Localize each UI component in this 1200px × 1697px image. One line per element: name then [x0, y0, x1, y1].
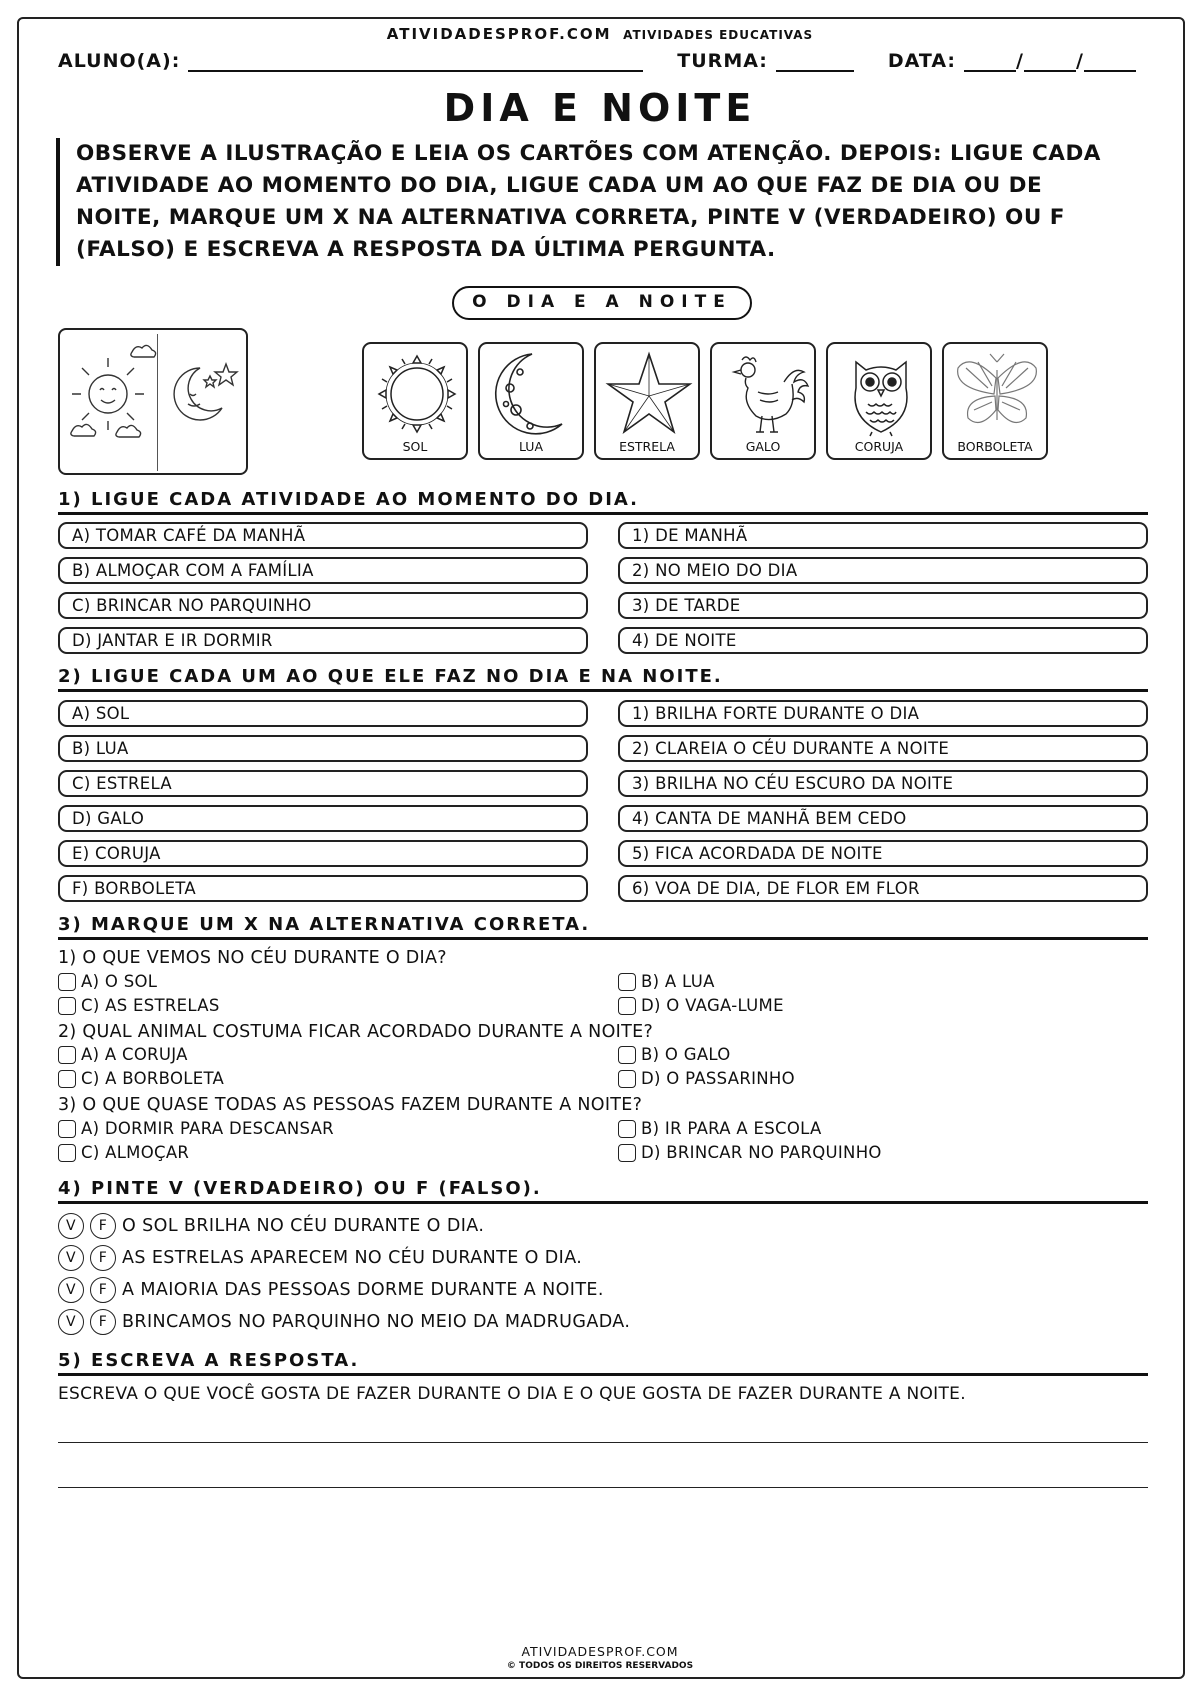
- sleeping-moon-icon: [160, 332, 248, 472]
- s2-action-4[interactable]: 4) CANTA DE MANHÃ BEM CEDO: [618, 805, 1148, 832]
- answer-line-1[interactable]: [58, 1442, 1148, 1443]
- s2-action-2[interactable]: 2) CLAREIA O CÉU DURANTE A NOITE: [618, 735, 1148, 762]
- q1-option-b[interactable]: [618, 972, 715, 991]
- option-label: A) O SOL: [81, 972, 158, 991]
- topic-pill: O DIA E A NOITE: [452, 286, 752, 320]
- page-title: DIA E NOITE: [443, 86, 757, 130]
- card-label: LUA: [518, 439, 544, 454]
- card-label: ESTRELA: [619, 439, 675, 454]
- option-label: D) O VAGA-LUME: [641, 996, 784, 1015]
- checkbox[interactable]: [58, 997, 76, 1015]
- option-label: C) A BORBOLETA: [81, 1069, 225, 1088]
- option-label: C) AS ESTRELAS: [81, 996, 220, 1015]
- card-label: SOL: [402, 439, 428, 454]
- sun-icon: [370, 348, 464, 440]
- option-label: B) A LUA: [641, 972, 715, 991]
- card-label: GALO: [745, 439, 781, 454]
- checkbox[interactable]: [58, 1144, 76, 1162]
- section-1-title: 1) LIGUE CADA ATIVIDADE AO MOMENTO DO DIA.: [58, 489, 1148, 515]
- checkbox[interactable]: [618, 1144, 636, 1162]
- s1-activity-a[interactable]: A) TOMAR CAFÉ DA MANHÃ: [58, 522, 588, 549]
- s2-action-6[interactable]: 6) VOA DE DIA, DE FLOR EM FLOR: [618, 875, 1148, 902]
- smiling-sun-icon: [62, 332, 157, 472]
- false-circle[interactable]: F: [90, 1245, 116, 1271]
- s2-item-a[interactable]: A) SOL: [58, 700, 588, 727]
- option-label: A) A CORUJA: [81, 1045, 188, 1064]
- s1-moment-4[interactable]: 4) DE NOITE: [618, 627, 1148, 654]
- date-day-field[interactable]: [964, 52, 1016, 72]
- site-header: [0, 24, 1200, 43]
- card-borboleta: [942, 342, 1048, 460]
- checkbox[interactable]: [618, 1070, 636, 1088]
- false-circle[interactable]: F: [90, 1309, 116, 1335]
- statement-text: O SOL BRILHA NO CÉU DURANTE O DIA.: [122, 1216, 485, 1236]
- q1-option-a[interactable]: [58, 972, 157, 991]
- vf-statement-2: [58, 1245, 582, 1271]
- question-2: 2) QUAL ANIMAL COSTUMA FICAR ACORDADO DURANTE A NOITE?: [58, 1022, 654, 1042]
- student-info-row: [58, 50, 1148, 72]
- s2-item-b[interactable]: B) LUA: [58, 735, 588, 762]
- q3-option-c[interactable]: [58, 1143, 189, 1162]
- true-circle[interactable]: V: [58, 1245, 84, 1271]
- statement-text: BRINCAMOS NO PARQUINHO NO MEIO DA MADRUGADA.: [122, 1312, 631, 1332]
- date-slash: /: [1076, 50, 1084, 72]
- date-slash: /: [1016, 50, 1024, 72]
- s2-action-5[interactable]: 5) FICA ACORDADA DE NOITE: [618, 840, 1148, 867]
- section-2-title: 2) LIGUE CADA UM AO QUE ELE FAZ NO DIA E NA NOITE.: [58, 666, 1148, 692]
- section-4-title: 4) PINTE V (VERDADEIRO) OU F (FALSO).: [58, 1178, 1148, 1204]
- statement-text: A MAIORIA DAS PESSOAS DORME DURANTE A NOITE.: [122, 1280, 604, 1300]
- turma-label: TURMA:: [677, 50, 768, 72]
- scene-divider: [157, 334, 158, 471]
- s1-moment-2[interactable]: 2) NO MEIO DO DIA: [618, 557, 1148, 584]
- data-label: DATA:: [887, 50, 957, 72]
- q1-option-d[interactable]: [618, 996, 784, 1015]
- statement-text: AS ESTRELAS APARECEM NO CÉU DURANTE O DIA.: [122, 1248, 583, 1268]
- section-5-title: 5) ESCREVA A RESPOSTA.: [58, 1350, 1148, 1376]
- card-estrela: [594, 342, 700, 460]
- s1-moment-1[interactable]: 1) DE MANHÃ: [618, 522, 1148, 549]
- date-month-field[interactable]: [1024, 52, 1076, 72]
- s2-item-e[interactable]: E) CORUJA: [58, 840, 588, 867]
- checkbox[interactable]: [618, 1046, 636, 1064]
- q3-option-d[interactable]: [618, 1143, 882, 1162]
- date-year-field[interactable]: [1084, 52, 1136, 72]
- true-circle[interactable]: V: [58, 1277, 84, 1303]
- q3-option-b[interactable]: [618, 1119, 822, 1138]
- section-3-title: 3) MARQUE UM X NA ALTERNATIVA CORRETA.: [58, 914, 1148, 940]
- option-label: D) BRINCAR NO PARQUINHO: [641, 1143, 882, 1162]
- true-circle[interactable]: V: [58, 1309, 84, 1335]
- owl-icon: [834, 348, 928, 440]
- option-label: C) ALMOÇAR: [81, 1143, 190, 1162]
- s2-action-1[interactable]: 1) BRILHA FORTE DURANTE O DIA: [618, 700, 1148, 727]
- checkbox[interactable]: [58, 1120, 76, 1138]
- q2-option-a[interactable]: [58, 1045, 188, 1064]
- true-circle[interactable]: V: [58, 1213, 84, 1239]
- card-lua: [478, 342, 584, 460]
- footer-copyright: © TODOS OS DIREITOS RESERVADOS: [506, 1661, 694, 1671]
- false-circle[interactable]: F: [90, 1277, 116, 1303]
- aluno-field[interactable]: [188, 52, 643, 72]
- question-5: ESCREVA O QUE VOCÊ GOSTA DE FAZER DURANTE O DIA E O QUE GOSTA DE FAZER DURANTE A NOITE.: [58, 1384, 966, 1404]
- question-3: 3) O QUE QUASE TODAS AS PESSOAS FAZEM DURANTE A NOITE?: [58, 1095, 643, 1115]
- q2-option-d[interactable]: [618, 1069, 795, 1088]
- s2-item-f[interactable]: F) BORBOLETA: [58, 875, 588, 902]
- site-tagline: ATIVIDADES EDUCATIVAS: [623, 28, 814, 42]
- moon-icon: [486, 348, 580, 440]
- s1-moment-3[interactable]: 3) DE TARDE: [618, 592, 1148, 619]
- q2-option-b[interactable]: [618, 1045, 731, 1064]
- footer-site: ATIVIDADESPROF.COM: [521, 1644, 679, 1659]
- vf-statement-3: [58, 1277, 604, 1303]
- s1-activity-d[interactable]: D) JANTAR E IR DORMIR: [58, 627, 588, 654]
- site-name: ATIVIDADESPROF.COM: [386, 25, 612, 43]
- vf-statement-1: [58, 1213, 484, 1239]
- card-coruja: [826, 342, 932, 460]
- option-label: B) O GALO: [641, 1045, 731, 1064]
- card-label: BORBOLETA: [957, 439, 1033, 454]
- option-label: A) DORMIR PARA DESCANSAR: [81, 1119, 334, 1138]
- card-label: CORUJA: [854, 439, 904, 454]
- checkbox[interactable]: [58, 1046, 76, 1064]
- aluno-label: ALUNO(A):: [58, 50, 181, 72]
- checkbox[interactable]: [58, 1070, 76, 1088]
- rooster-icon: [718, 348, 812, 440]
- instructions: OBSERVE A ILUSTRAÇÃO E LEIA OS CARTÕES COM ATENÇÃO. DEPOIS: LIGUE CADA ATIVIDADE AO MOMENTO DO DIA, LIGUE CADA UM AO QUE FAZ DE DIA OU DE NOITE, MARQUE UM X NA ALTERNATIVA CORRETA, PINTE V (VERDADEIRO) OU F (FALSO) E ESCREVA A RESPOSTA DA ÚLTIMA PERGUNTA.: [56, 138, 1116, 266]
- checkbox[interactable]: [618, 973, 636, 991]
- butterfly-icon: [950, 348, 1044, 440]
- day-night-illustration: [58, 328, 248, 475]
- checkbox[interactable]: [58, 973, 76, 991]
- option-label: D) O PASSARINHO: [641, 1069, 795, 1088]
- q1-option-c[interactable]: [58, 996, 220, 1015]
- checkbox[interactable]: [618, 997, 636, 1015]
- s2-item-d[interactable]: D) GALO: [58, 805, 588, 832]
- question-1: 1) O QUE VEMOS NO CÉU DURANTE O DIA?: [58, 948, 447, 968]
- q3-option-a[interactable]: [58, 1119, 334, 1138]
- q2-option-c[interactable]: [58, 1069, 224, 1088]
- false-circle[interactable]: F: [90, 1213, 116, 1239]
- checkbox[interactable]: [618, 1120, 636, 1138]
- s2-item-c[interactable]: C) ESTRELA: [58, 770, 588, 797]
- card-sol: [362, 342, 468, 460]
- answer-line-2[interactable]: [58, 1487, 1148, 1488]
- star-icon: [602, 348, 696, 440]
- vf-statement-4: [58, 1309, 630, 1335]
- footer: [0, 1644, 1200, 1671]
- turma-field[interactable]: [776, 52, 854, 72]
- card-galo: [710, 342, 816, 460]
- option-label: B) IR PARA A ESCOLA: [641, 1119, 822, 1138]
- s2-action-3[interactable]: 3) BRILHA NO CÉU ESCURO DA NOITE: [618, 770, 1148, 797]
- s1-activity-c[interactable]: C) BRINCAR NO PARQUINHO: [58, 592, 588, 619]
- s1-activity-b[interactable]: B) ALMOÇAR COM A FAMÍLIA: [58, 557, 588, 584]
